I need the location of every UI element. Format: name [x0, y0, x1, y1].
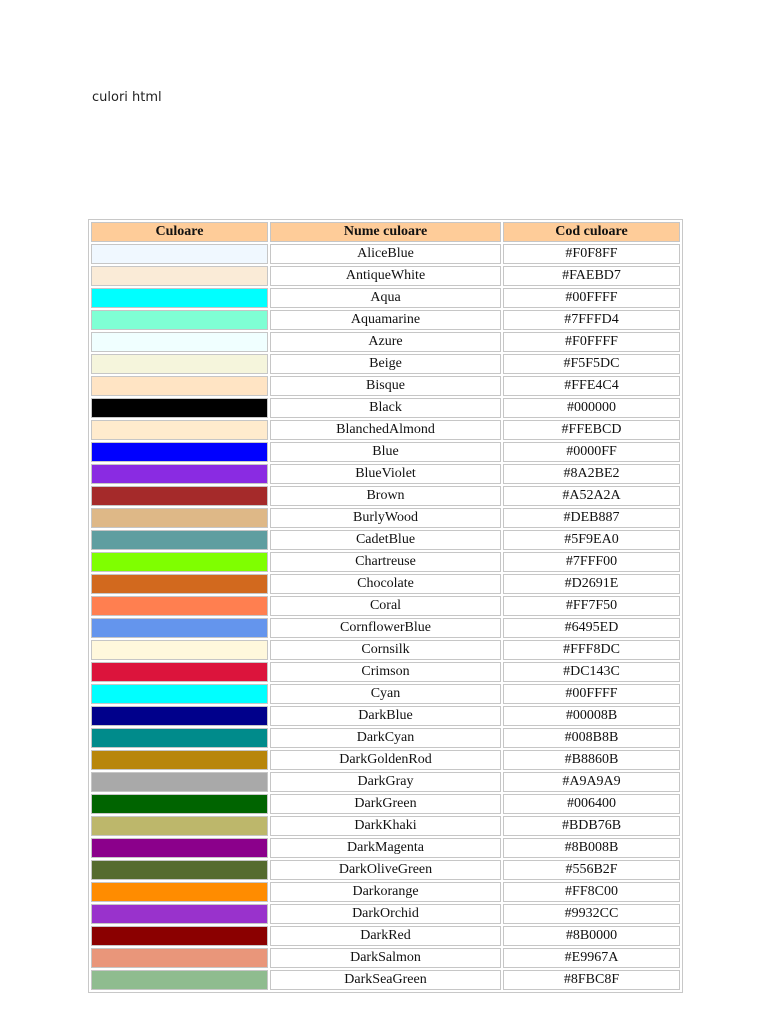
color-code-cell: #7FFFD4 — [503, 310, 680, 330]
color-name-cell: Darkorange — [270, 882, 501, 902]
color-name-cell: BlanchedAlmond — [270, 420, 501, 440]
color-name-cell: Cornsilk — [270, 640, 501, 660]
color-code-cell: #FFEBCD — [503, 420, 680, 440]
table-row — [91, 442, 680, 462]
table-row — [91, 640, 680, 660]
color-code-cell: #000000 — [503, 398, 680, 418]
color-swatch — [91, 244, 268, 264]
color-swatch — [91, 904, 268, 924]
color-code-cell: #8B0000 — [503, 926, 680, 946]
header-color-name: Nume culoare — [270, 222, 501, 242]
color-name-cell: Beige — [270, 354, 501, 374]
table-row — [91, 420, 680, 440]
table-row — [91, 970, 680, 990]
table-row — [91, 838, 680, 858]
color-name-cell: AntiqueWhite — [270, 266, 501, 286]
color-swatch — [91, 728, 268, 748]
table-row — [91, 398, 680, 418]
color-swatch — [91, 332, 268, 352]
color-code-cell: #D2691E — [503, 574, 680, 594]
color-name-cell: DarkKhaki — [270, 816, 501, 836]
table-row — [91, 706, 680, 726]
color-name-cell: DarkGray — [270, 772, 501, 792]
color-name-cell: BurlyWood — [270, 508, 501, 528]
color-swatch — [91, 354, 268, 374]
color-code-cell: #F0F8FF — [503, 244, 680, 264]
color-swatch — [91, 486, 268, 506]
color-name-cell: DarkCyan — [270, 728, 501, 748]
color-code-cell: #008B8B — [503, 728, 680, 748]
color-name-cell: AliceBlue — [270, 244, 501, 264]
color-name-cell: DarkRed — [270, 926, 501, 946]
table-row — [91, 618, 680, 638]
table-row — [91, 728, 680, 748]
table-row — [91, 948, 680, 968]
color-name-cell: Chartreuse — [270, 552, 501, 572]
color-name-cell: DarkGreen — [270, 794, 501, 814]
color-swatch — [91, 970, 268, 990]
table-body — [91, 244, 680, 990]
color-name-cell: DarkSalmon — [270, 948, 501, 968]
color-swatch — [91, 552, 268, 572]
table-row — [91, 530, 680, 550]
color-name-cell: CornflowerBlue — [270, 618, 501, 638]
color-swatch — [91, 882, 268, 902]
color-code-cell: #0000FF — [503, 442, 680, 462]
color-name-cell: Azure — [270, 332, 501, 352]
color-swatch — [91, 288, 268, 308]
color-code-cell: #FF7F50 — [503, 596, 680, 616]
table-row — [91, 508, 680, 528]
color-code-cell: #FFF8DC — [503, 640, 680, 660]
table-row — [91, 376, 680, 396]
color-name-cell: DarkGoldenRod — [270, 750, 501, 770]
color-code-cell: #00FFFF — [503, 684, 680, 704]
color-code-cell: #FF8C00 — [503, 882, 680, 902]
color-name-cell: DarkSeaGreen — [270, 970, 501, 990]
table-row — [91, 288, 680, 308]
color-swatch — [91, 398, 268, 418]
table-row — [91, 662, 680, 682]
header-color: Culoare — [91, 222, 268, 242]
color-name-cell: Aqua — [270, 288, 501, 308]
color-name-cell: Brown — [270, 486, 501, 506]
table-row — [91, 574, 680, 594]
table-row — [91, 266, 680, 286]
color-swatch — [91, 640, 268, 660]
table-row — [91, 904, 680, 924]
table-row — [91, 464, 680, 484]
table-row — [91, 860, 680, 880]
color-swatch — [91, 464, 268, 484]
color-swatch — [91, 596, 268, 616]
color-code-cell: #DC143C — [503, 662, 680, 682]
color-name-cell: Cyan — [270, 684, 501, 704]
color-code-cell: #8FBC8F — [503, 970, 680, 990]
color-swatch — [91, 750, 268, 770]
table-row — [91, 354, 680, 374]
table-row — [91, 310, 680, 330]
color-swatch — [91, 266, 268, 286]
color-code-cell: #6495ED — [503, 618, 680, 638]
header-color-code: Cod culoare — [503, 222, 680, 242]
color-name-cell: Black — [270, 398, 501, 418]
color-name-cell: BlueViolet — [270, 464, 501, 484]
color-code-cell: #00008B — [503, 706, 680, 726]
table-row — [91, 332, 680, 352]
table-row — [91, 882, 680, 902]
color-swatch — [91, 706, 268, 726]
color-code-cell: #FFE4C4 — [503, 376, 680, 396]
color-swatch — [91, 530, 268, 550]
color-name-cell: DarkMagenta — [270, 838, 501, 858]
color-name-cell: CadetBlue — [270, 530, 501, 550]
color-swatch — [91, 662, 268, 682]
color-code-cell: #FAEBD7 — [503, 266, 680, 286]
color-code-cell: #F0FFFF — [503, 332, 680, 352]
color-code-cell: #BDB76B — [503, 816, 680, 836]
table-header-row — [91, 222, 680, 242]
color-swatch — [91, 574, 268, 594]
color-code-cell: #00FFFF — [503, 288, 680, 308]
color-code-cell: #E9967A — [503, 948, 680, 968]
table-row — [91, 926, 680, 946]
table-row — [91, 244, 680, 264]
color-swatch — [91, 948, 268, 968]
color-code-cell: #DEB887 — [503, 508, 680, 528]
table-row — [91, 486, 680, 506]
color-swatch — [91, 420, 268, 440]
document-title: culori html — [92, 90, 162, 105]
color-name-cell: Coral — [270, 596, 501, 616]
table-row — [91, 794, 680, 814]
color-swatch — [91, 794, 268, 814]
color-swatch — [91, 508, 268, 528]
table-row — [91, 816, 680, 836]
color-name-cell: DarkBlue — [270, 706, 501, 726]
color-name-cell: DarkOrchid — [270, 904, 501, 924]
color-code-cell: #B8860B — [503, 750, 680, 770]
color-code-cell: #8A2BE2 — [503, 464, 680, 484]
color-table — [88, 219, 683, 993]
table-row — [91, 750, 680, 770]
table-row — [91, 552, 680, 572]
color-swatch — [91, 310, 268, 330]
color-name-cell: Bisque — [270, 376, 501, 396]
color-code-cell: #7FFF00 — [503, 552, 680, 572]
color-code-cell: #A9A9A9 — [503, 772, 680, 792]
color-swatch — [91, 838, 268, 858]
color-code-cell: #8B008B — [503, 838, 680, 858]
color-code-cell: #556B2F — [503, 860, 680, 880]
color-name-cell: DarkOliveGreen — [270, 860, 501, 880]
color-name-cell: Crimson — [270, 662, 501, 682]
color-code-cell: #F5F5DC — [503, 354, 680, 374]
color-swatch — [91, 926, 268, 946]
color-name-cell: Blue — [270, 442, 501, 462]
color-code-cell: #006400 — [503, 794, 680, 814]
color-code-cell: #A52A2A — [503, 486, 680, 506]
table-row — [91, 772, 680, 792]
color-swatch — [91, 860, 268, 880]
color-swatch — [91, 442, 268, 462]
color-swatch — [91, 618, 268, 638]
color-swatch — [91, 772, 268, 792]
color-swatch — [91, 816, 268, 836]
table-row — [91, 684, 680, 704]
color-swatch — [91, 376, 268, 396]
color-name-cell: Aquamarine — [270, 310, 501, 330]
color-code-cell: #5F9EA0 — [503, 530, 680, 550]
color-code-cell: #9932CC — [503, 904, 680, 924]
table-row — [91, 596, 680, 616]
color-name-cell: Chocolate — [270, 574, 501, 594]
color-swatch — [91, 684, 268, 704]
